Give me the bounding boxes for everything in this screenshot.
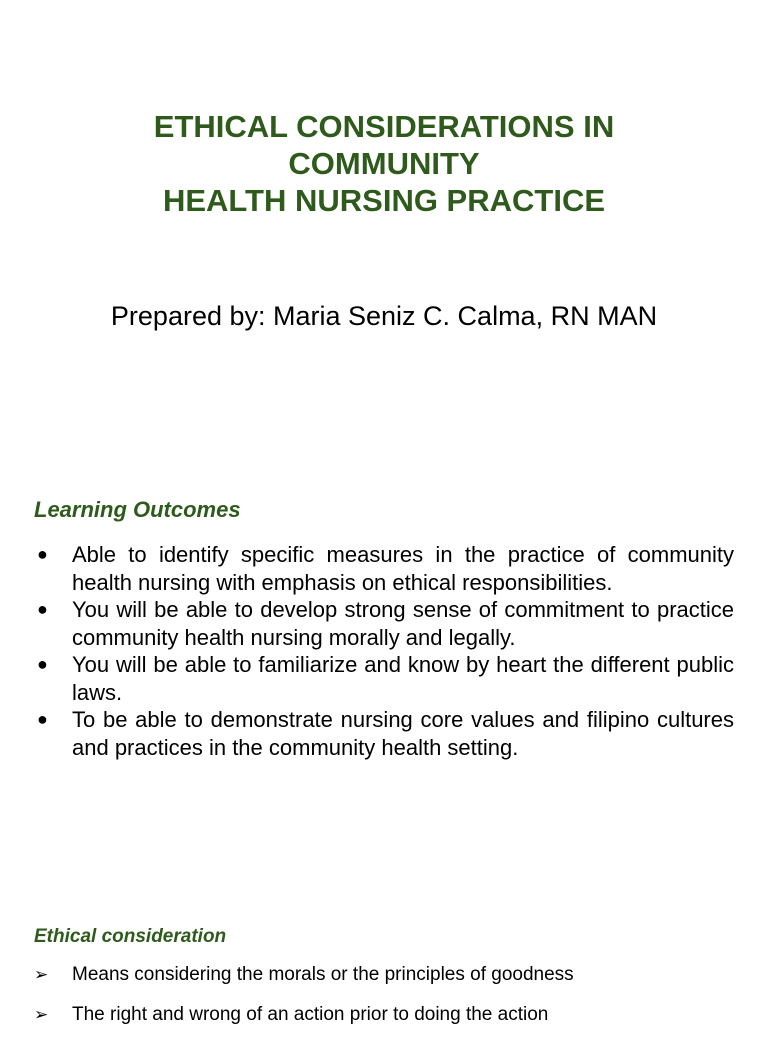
learning-outcomes-heading: Learning Outcomes bbox=[34, 497, 241, 522]
list-item-text: The right and wrong of an action prior to doing the action bbox=[72, 1004, 549, 1025]
title-line-2: COMMUNITY bbox=[288, 146, 480, 181]
bullet-icon: ● bbox=[37, 709, 48, 729]
ethical-consideration-list bbox=[0, 962, 768, 1042]
list-item bbox=[0, 706, 768, 761]
bullet-icon: ● bbox=[37, 599, 48, 619]
list-item bbox=[0, 541, 768, 596]
title-line-1: ETHICAL CONSIDERATIONS IN bbox=[153, 109, 615, 144]
list-item bbox=[0, 596, 768, 651]
list-item-text: You will be able to familiarize and know by heart the different public laws. bbox=[72, 652, 734, 705]
learning-outcomes-list bbox=[0, 541, 768, 761]
arrowhead-icon: ➢ bbox=[34, 965, 49, 985]
list-item bbox=[0, 962, 768, 1002]
list-item-text: Means considering the morals or the principles of goodness bbox=[72, 964, 574, 985]
list-item-text: Able to identify specific measures in the practice of community health nursing with emphasis on ethical responsibilities. bbox=[72, 542, 734, 595]
list-item bbox=[0, 651, 768, 706]
document-title bbox=[0, 108, 768, 219]
title-line-3: HEALTH NURSING PRACTICE bbox=[162, 183, 606, 218]
list-item bbox=[0, 1002, 768, 1042]
bullet-icon: ● bbox=[37, 654, 48, 674]
ethical-consideration-heading: Ethical consideration bbox=[34, 926, 227, 947]
list-item-text: To be able to demonstrate nursing core values and filipino cultures and practices in the community health setting. bbox=[72, 707, 734, 760]
bullet-icon: ● bbox=[37, 544, 48, 564]
list-item-text: You will be able to develop strong sense of commitment to practice community health nursing morally and legally. bbox=[72, 597, 734, 650]
prepared-by-line: Prepared by: Maria Seniz C. Calma, RN MAN bbox=[110, 301, 658, 331]
arrowhead-icon: ➢ bbox=[34, 1005, 49, 1025]
